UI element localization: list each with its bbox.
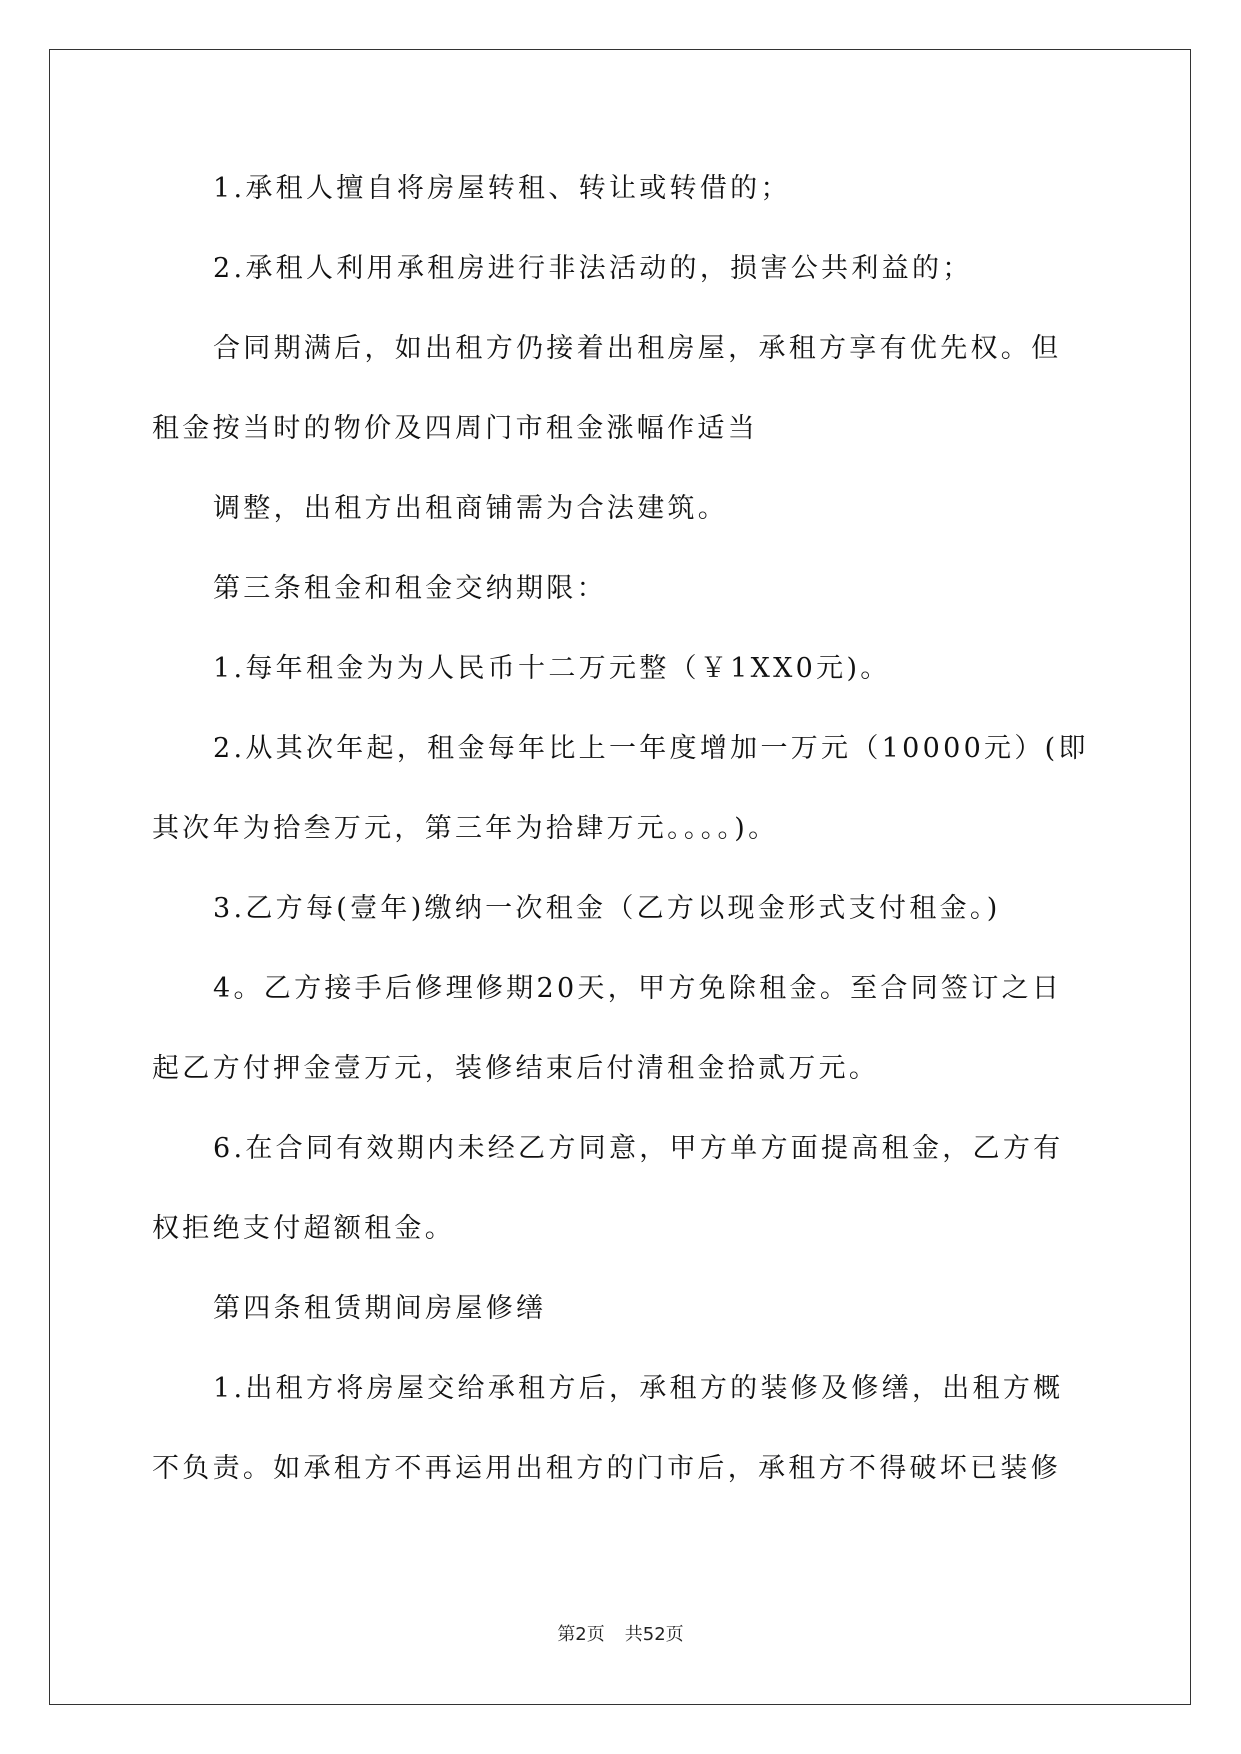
paragraph-line: 合同期满后，如出租方仍接着出租房屋，承租方享有优先权。但	[213, 333, 1062, 364]
paragraph-line: 起乙方付押金壹万元，装修结束后付清租金拾贰万元。	[152, 1053, 880, 1084]
paragraph-line: 1.每年租金为为人民币十二万元整（￥1XX0元)。	[213, 653, 891, 684]
paragraph-line: 2.承租人利用承租房进行非法活动的，损害公共利益的；	[213, 253, 973, 284]
paragraph-line: 3.乙方每(壹年)缴纳一次租金（乙方以现金形式支付租金。)	[213, 893, 1001, 924]
paragraph-line: 6.在合同有效期内未经乙方同意，甲方单方面提高租金，乙方有	[213, 1133, 1064, 1164]
page-total: 共52页	[624, 1624, 684, 1645]
paragraph-line: 权拒绝支付超额租金。	[152, 1213, 455, 1244]
paragraph-line: 不负责。如承租方不再运用出租方的门市后，承租方不得破坏已装修	[152, 1453, 1061, 1484]
paragraph-line: 1.出租方将房屋交给承租方后，承租方的装修及修缮，出租方概	[213, 1373, 1064, 1404]
paragraph-line: 调整，出租方出租商铺需为合法建筑。	[213, 493, 729, 524]
paragraph-line: 4。乙方接手后修理修期20天，甲方免除租金。至合同签订之日	[213, 973, 1063, 1004]
paragraph-line: 租金按当时的物价及四周门市租金涨幅作适当	[152, 413, 758, 444]
paragraph-line: 2.从其次年起，租金每年比上一年度增加一万元（10000元）(即	[213, 733, 1089, 764]
page-footer	[0, 1623, 1241, 1647]
section-heading: 第三条租金和租金交纳期限：	[213, 573, 607, 604]
paragraph-line: 1.承租人擅自将房屋转租、转让或转借的；	[213, 173, 791, 204]
section-heading: 第四条租赁期间房屋修缮	[213, 1293, 547, 1324]
paragraph-line: 其次年为拾叁万元，第三年为拾肆万元。。。。)。	[152, 813, 779, 844]
page-number: 第2页	[557, 1624, 605, 1645]
